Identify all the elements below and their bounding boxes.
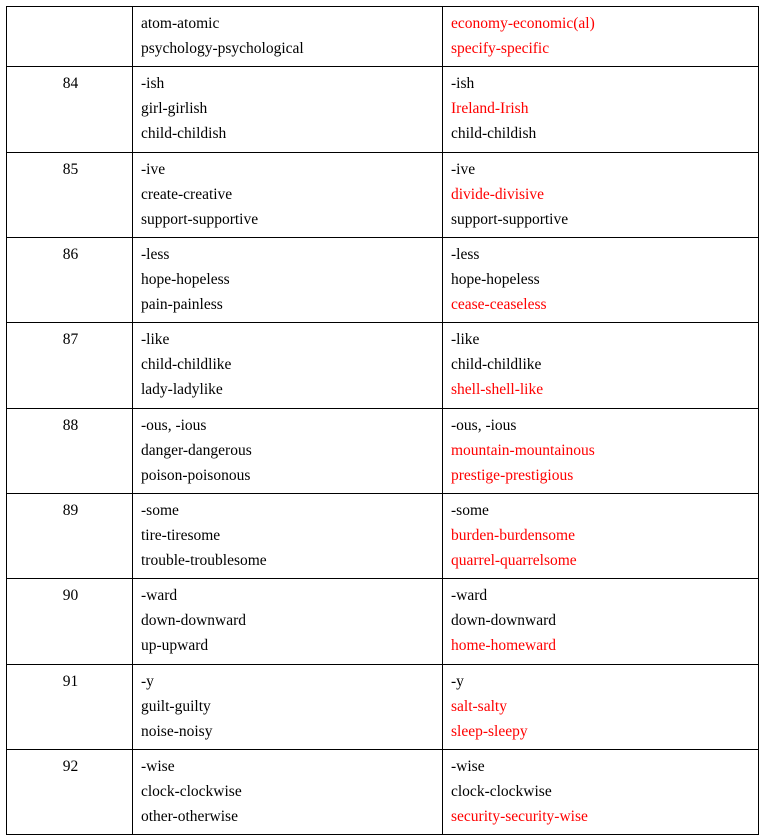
example-line: -y — [451, 672, 464, 690]
example-line: trouble-troublesome — [141, 552, 267, 570]
table-body — [7, 7, 759, 835]
examples-left-cell — [133, 7, 443, 67]
example-line: down-downward — [141, 612, 247, 630]
table-row — [7, 67, 759, 152]
examples-right-cell — [443, 323, 759, 408]
example-line: lady-ladylike — [141, 381, 223, 399]
example-line: -some — [141, 501, 179, 519]
row-number: 85 — [62, 160, 79, 178]
examples-left-cell — [133, 579, 443, 664]
example-line: support-supportive — [141, 210, 259, 228]
example-line: up-upward — [141, 637, 209, 655]
example-line: pain-painless — [141, 296, 223, 314]
row-number-cell — [7, 237, 133, 322]
examples-left-cell — [133, 664, 443, 749]
example-line: cease-ceaseless — [451, 296, 547, 314]
example-line: prestige-prestigious — [451, 466, 574, 484]
example-line: security-security-wise — [451, 808, 588, 826]
example-line: burden-burdensome — [451, 526, 575, 544]
example-line: salt-salty — [451, 697, 507, 715]
row-number-cell — [7, 67, 133, 152]
examples-right-cell — [443, 152, 759, 237]
examples-right-cell — [443, 579, 759, 664]
example-line: -wise — [141, 757, 175, 775]
examples-left-cell — [133, 152, 443, 237]
example-line: -ish — [451, 75, 475, 93]
row-number-cell — [7, 152, 133, 237]
examples-right-cell — [443, 7, 759, 67]
suffix-examples-table — [6, 6, 759, 835]
table-row — [7, 579, 759, 664]
example-line: -less — [141, 245, 170, 263]
examples-right-cell — [443, 67, 759, 152]
examples-right-cell — [443, 664, 759, 749]
examples-left-cell — [133, 67, 443, 152]
example-line: child-childish — [451, 125, 537, 143]
example-line: hope-hopeless — [141, 270, 230, 288]
row-number: 89 — [62, 501, 79, 519]
example-line: atom-atomic — [141, 15, 220, 32]
example-line: down-downward — [451, 612, 557, 630]
row-number-cell — [7, 7, 133, 67]
example-line: -ous, -ious — [451, 416, 517, 434]
example-line: other-otherwise — [141, 808, 238, 826]
example-line: guilt-guilty — [141, 697, 211, 715]
example-line: danger-dangerous — [141, 441, 252, 459]
table-row — [7, 664, 759, 749]
example-line: clock-clockwise — [141, 782, 242, 800]
row-number: 84 — [62, 75, 79, 93]
row-number: 86 — [62, 245, 79, 263]
row-number-cell — [7, 749, 133, 834]
example-line: psychology-psychological — [141, 40, 304, 58]
example-line: create-creative — [141, 185, 233, 203]
row-number: 90 — [62, 587, 79, 605]
row-number: 88 — [62, 416, 79, 434]
example-line: -ive — [141, 160, 166, 178]
row-number-cell — [7, 408, 133, 493]
example-line: -y — [141, 672, 154, 690]
examples-right-cell — [443, 408, 759, 493]
example-line: -some — [451, 501, 489, 519]
table-row — [7, 152, 759, 237]
table-row — [7, 7, 759, 67]
examples-right-cell — [443, 493, 759, 578]
example-line: shell-shell-like — [451, 381, 544, 399]
examples-left-cell — [133, 749, 443, 834]
example-line: quarrel-quarrelsome — [451, 552, 577, 570]
table-row — [7, 749, 759, 834]
example-line: noise-noisy — [141, 722, 213, 740]
example-line: child-childlike — [451, 356, 542, 374]
table-row — [7, 323, 759, 408]
example-line: child-childish — [141, 125, 227, 143]
example-line: -like — [451, 331, 480, 349]
row-number: 87 — [62, 331, 79, 349]
example-line: -ward — [451, 587, 488, 605]
example-line: child-childlike — [141, 356, 232, 374]
example-line: divide-divisive — [451, 185, 544, 203]
example-line: -wise — [451, 757, 485, 775]
examples-left-cell — [133, 408, 443, 493]
example-line: -ward — [141, 587, 178, 605]
example-line: -ous, -ious — [141, 416, 207, 434]
table-row — [7, 493, 759, 578]
examples-left-cell — [133, 493, 443, 578]
examples-right-cell — [443, 749, 759, 834]
examples-left-cell — [133, 237, 443, 322]
example-line: support-supportive — [451, 210, 569, 228]
example-line: economy-economic(al) — [451, 15, 595, 32]
example-line: home-homeward — [451, 637, 557, 655]
row-number-cell — [7, 323, 133, 408]
example-line: tire-tiresome — [141, 526, 221, 544]
row-number-cell — [7, 493, 133, 578]
example-line: -less — [451, 245, 480, 263]
table-row — [7, 408, 759, 493]
example-line: girl-girlish — [141, 100, 208, 118]
row-number-cell — [7, 664, 133, 749]
example-line: -ive — [451, 160, 476, 178]
row-number: 92 — [62, 757, 79, 775]
table-row — [7, 237, 759, 322]
example-line: Ireland-Irish — [451, 100, 529, 118]
example-line: specify-specific — [451, 40, 550, 58]
example-line: mountain-mountainous — [451, 441, 595, 459]
examples-right-cell — [443, 237, 759, 322]
row-number: 91 — [62, 672, 79, 690]
example-line: sleep-sleepy — [451, 722, 528, 740]
example-line: -like — [141, 331, 170, 349]
example-line: clock-clockwise — [451, 782, 552, 800]
example-line: -ish — [141, 75, 165, 93]
example-line: hope-hopeless — [451, 270, 540, 288]
row-number-cell — [7, 579, 133, 664]
examples-left-cell — [133, 323, 443, 408]
example-line: poison-poisonous — [141, 466, 251, 484]
